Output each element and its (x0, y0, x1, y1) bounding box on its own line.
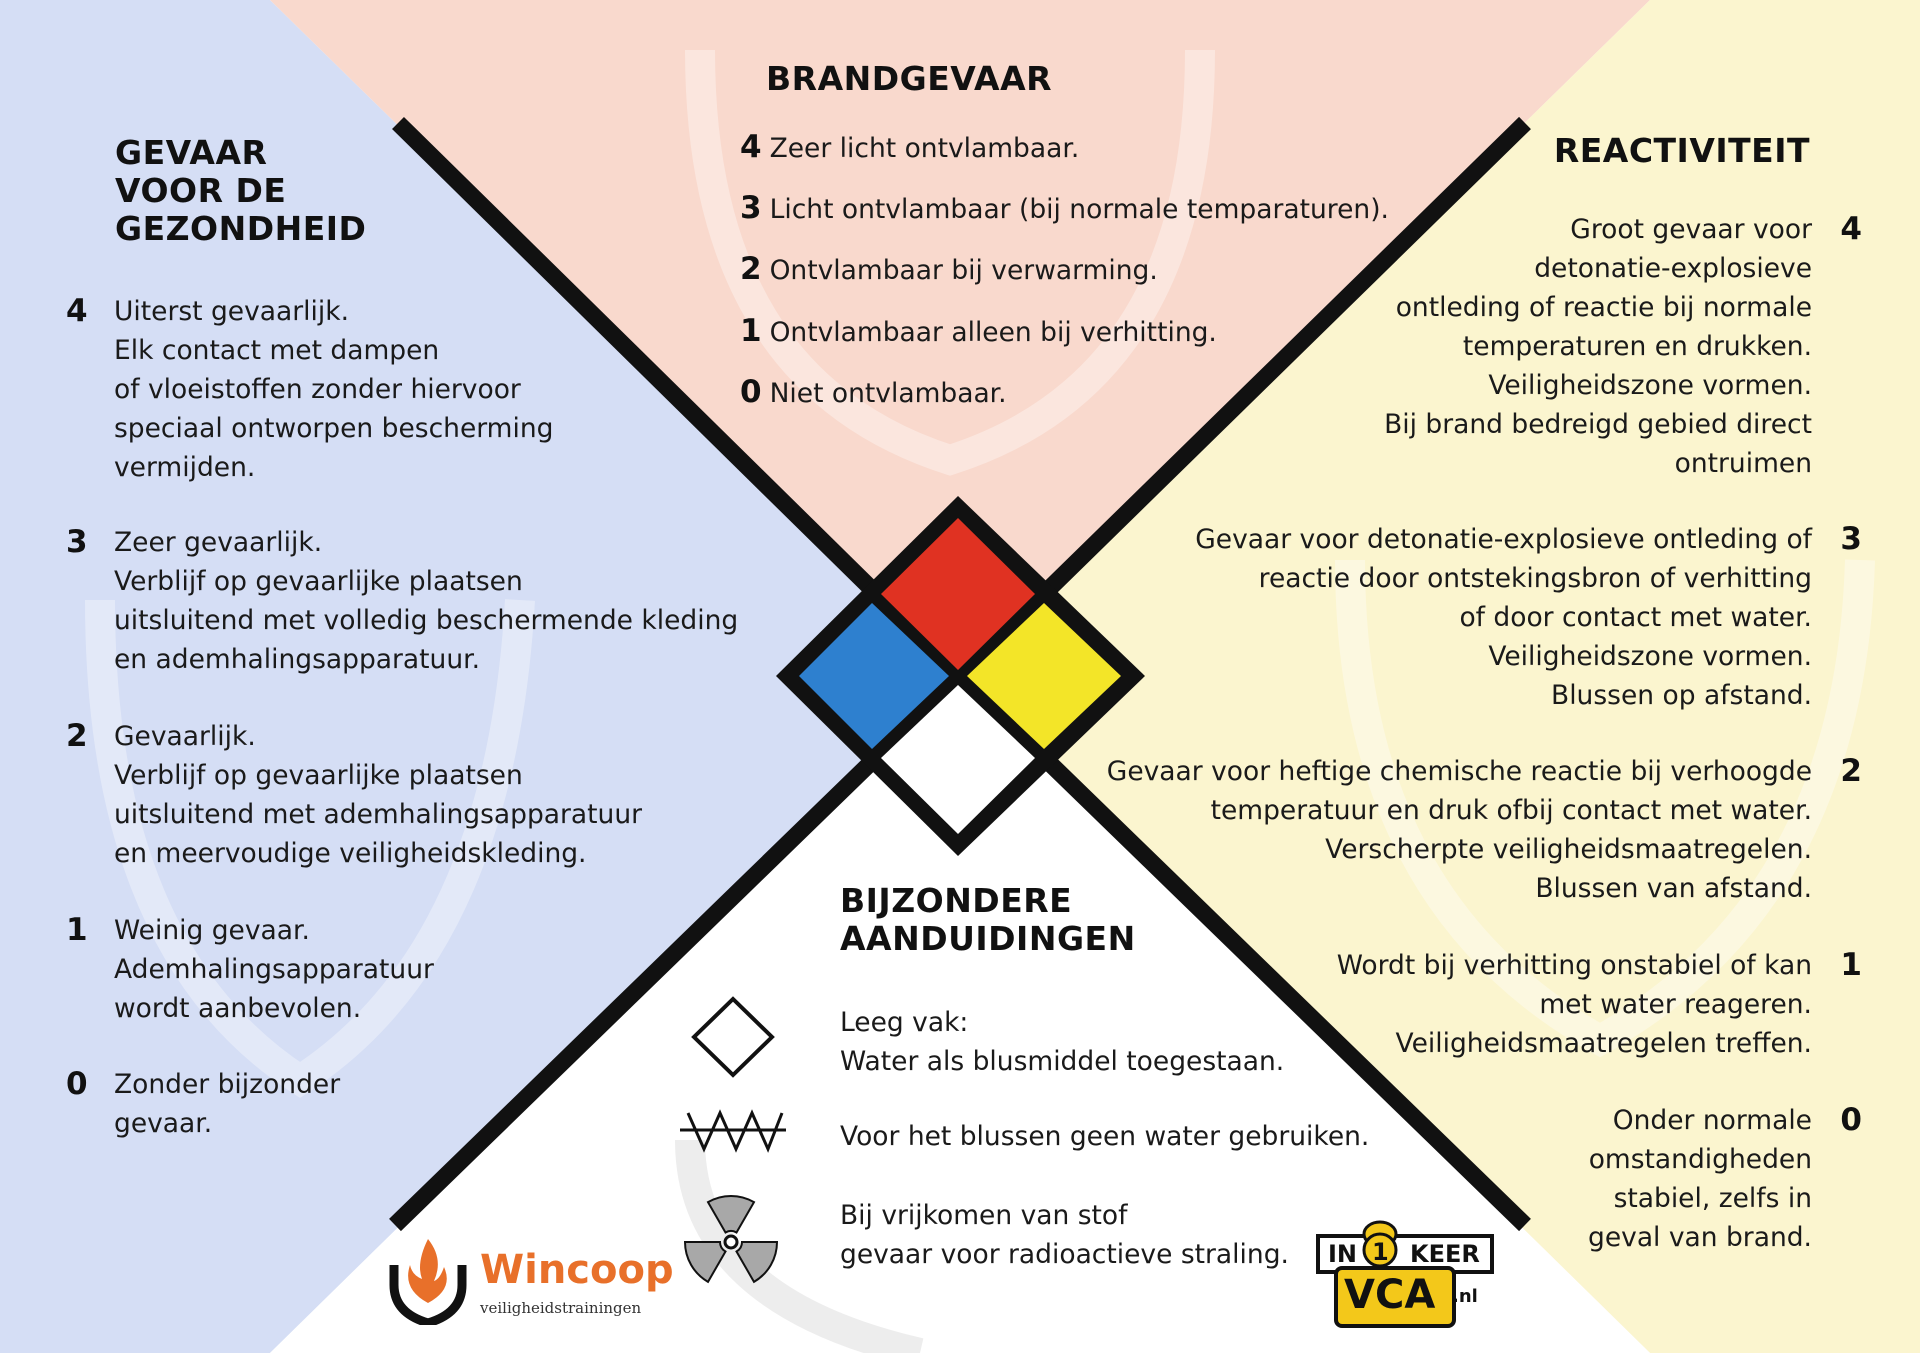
health-item-text: Zonder bijzonder gevaar. (114, 1069, 341, 1139)
logo-word-in: IN (1328, 1240, 1358, 1268)
reactivity-item-0 (1588, 1101, 1862, 1257)
radioactive-blade (737, 1242, 778, 1282)
special-item-no-water: Voor het blussen geen water gebruiken. (840, 1121, 1370, 1152)
wincoop-logo (388, 1235, 674, 1325)
fire-item-3 (740, 189, 1389, 229)
health-item-0 (66, 1065, 340, 1143)
fire-item-text: Ontvlambaar alleen bij verhitting. (769, 317, 1217, 348)
health-item-text: Uiterst gevaarlijk. Elk contact met dampen of vloeistoffen zonder hiervoor speciaal ontworpen bescherming vermijden. (114, 296, 554, 483)
health-item-text: Gevaarlijk. Verblijf op gevaarlijke plaatsen uitsluitend met ademhalingsapparatuur en meervoudige veiligheidskleding. (114, 721, 643, 869)
wincoop-tagline: veiligheidstrainingen (480, 1299, 642, 1317)
health-item-4 (66, 292, 553, 487)
reactivity-item-text: Gevaar voor heftige chemische reactie bij verhoogde temperatuur en druk ofbij contact met water. Verscherpte veiligheidsmaatregelen. Blussen van afstand. (1106, 756, 1812, 904)
reactivity-item-4 (1384, 210, 1862, 483)
health-item-number: 0 (66, 1066, 88, 1102)
health-title: GEVAAR VOOR DE GEZONDHEID (115, 133, 367, 248)
logo-suffix: .nl (1452, 1286, 1478, 1307)
health-item-text: Zeer gevaarlijk. Verblijf op gevaarlijke plaatsen uitsluitend met volledig beschermende kleding en ademhalingsapparatuur. (114, 527, 739, 675)
special-item-radioactive: Bij vrijkomen van stof gevaar voor radioactieve straling. (840, 1200, 1289, 1270)
reactivity-item-text: Groot gevaar voor detonatie-explosieve ontleding of reactie bij normale temperaturen en drukken. Veiligheidszone vormen. Bij brand bedreigd gebied direct ontruimen (1384, 214, 1812, 479)
fire-item-0 (740, 373, 1007, 413)
fire-item-number: 3 (740, 190, 762, 226)
health-item-number: 4 (66, 293, 88, 329)
logo-word-keer: KEER (1410, 1240, 1480, 1268)
logo-digit: 1 (1372, 1238, 1389, 1266)
fire-item-text: Niet ontvlambaar. (769, 378, 1007, 409)
reactivity-item-3 (1195, 520, 1862, 715)
reactivity-item-1 (1337, 946, 1862, 1063)
logo-word-vca: VCA (1344, 1272, 1436, 1318)
radioactive-center (725, 1236, 737, 1248)
fire-item-number: 4 (740, 129, 762, 165)
radioactive-blade (685, 1242, 726, 1282)
fire-title: BRANDGEVAAR (766, 59, 1053, 98)
wincoop-name: Wincoop (480, 1247, 674, 1293)
in1keer-vca-logo (1310, 1210, 1500, 1330)
reactivity-item-number: 0 (1840, 1102, 1862, 1138)
health-item-text: Weinig gevaar. Ademhalingsapparatuur wordt aanbevolen. (114, 915, 434, 1024)
health-item-number: 1 (66, 912, 88, 948)
reactivity-item-text: Wordt bij verhitting onstabiel of kan met water reageren. Veiligheidsmaatregelen treffen. (1336, 950, 1812, 1059)
radioactive-icon (675, 1192, 787, 1292)
special-item-empty: Leeg vak: Water als blusmiddel toegestaan. (840, 1007, 1285, 1077)
reactivity-title: REACTIVITEIT (1553, 131, 1810, 170)
reactivity-item-text: Gevaar voor detonatie-explosieve ontleding of reactie door ontstekingsbron of verhitting of door contact met water. Veiligheidszone vormen. Blussen op afstand. (1195, 524, 1812, 711)
health-item-2 (66, 717, 642, 873)
reactivity-item-number: 3 (1840, 521, 1862, 557)
health-item-1 (66, 911, 434, 1028)
flame-shield-icon (388, 1235, 468, 1325)
fire-item-1 (740, 312, 1217, 352)
fire-item-text: Ontvlambaar bij verwarming. (769, 255, 1158, 286)
fire-item-number: 0 (740, 374, 762, 410)
fire-item-number: 1 (740, 313, 762, 349)
fire-item-4 (740, 128, 1079, 168)
fire-item-2 (740, 250, 1158, 290)
no-water-icon (678, 1105, 788, 1155)
reactivity-item-2 (1107, 752, 1862, 908)
health-item-number: 3 (66, 524, 88, 560)
reactivity-item-number: 2 (1840, 753, 1862, 789)
health-item-3 (66, 523, 738, 679)
special-title: BIJZONDERE AANDUIDINGEN (840, 881, 1136, 958)
health-item-number: 2 (66, 718, 88, 754)
reactivity-item-number: 1 (1840, 947, 1862, 983)
fire-item-number: 2 (740, 251, 762, 287)
empty-diamond-icon (688, 995, 778, 1079)
radioactive-blade (708, 1196, 754, 1232)
reactivity-item-text: Onder normale omstandigheden stabiel, zelfs in geval van brand. (1588, 1105, 1812, 1253)
fire-item-text: Licht ontvlambaar (bij normale temparaturen). (769, 194, 1389, 225)
fire-item-text: Zeer licht ontvlambaar. (769, 133, 1080, 164)
reactivity-item-number: 4 (1840, 211, 1862, 247)
